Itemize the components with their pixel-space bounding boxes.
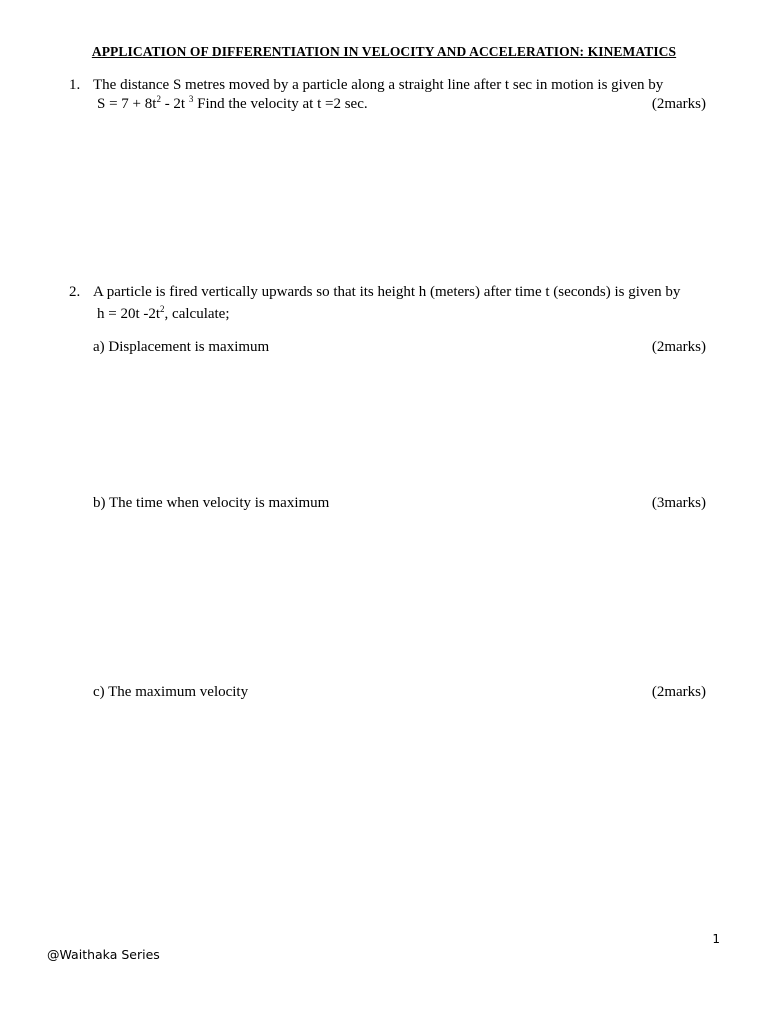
question-2b-text: b) The time when velocity is maximum xyxy=(93,495,330,511)
q1-eq-part-c: Find the velocity at t =2 sec. xyxy=(193,96,368,112)
question-2a-text: a) Displacement is maximum xyxy=(93,339,270,355)
question-1-equation xyxy=(97,95,368,113)
page-number: 1 xyxy=(712,932,720,946)
question-1-text: The distance S metres moved by a particle along a straight line after t sec in motion is given by xyxy=(93,77,664,93)
q1-exponent-2: 3 xyxy=(188,94,194,104)
q2-eq-part-b: , calculate; xyxy=(164,306,230,322)
question-2a-marks: (2marks) xyxy=(651,339,706,355)
question-2c-marks: (2marks) xyxy=(651,684,706,700)
question-1-marks: (2marks) xyxy=(651,96,706,112)
q2-exponent-1: 2 xyxy=(160,304,165,314)
question-2-number: 2. xyxy=(69,284,81,300)
question-2-equation xyxy=(97,305,230,323)
q1-exponent-1: 2 xyxy=(156,94,161,104)
footer-credit: @Waithaka Series xyxy=(47,947,160,962)
q1-eq-part-a: S = 7 + 8t xyxy=(97,96,157,112)
q1-eq-part-b: - 2t xyxy=(160,96,189,112)
question-1-number: 1. xyxy=(69,77,81,93)
question-2-text: A particle is fired vertically upwards so that its height h (meters) after time t (seconds) is given by xyxy=(93,284,681,300)
q2-eq-part-a: h = 20t -2t xyxy=(97,306,161,322)
question-2c-text: c) The maximum velocity xyxy=(93,684,249,700)
worksheet-title: APPLICATION OF DIFFERENTIATION IN VELOCITY AND ACCELERATION: KINEMATICS xyxy=(91,44,677,59)
question-2b-marks: (3marks) xyxy=(651,495,706,511)
